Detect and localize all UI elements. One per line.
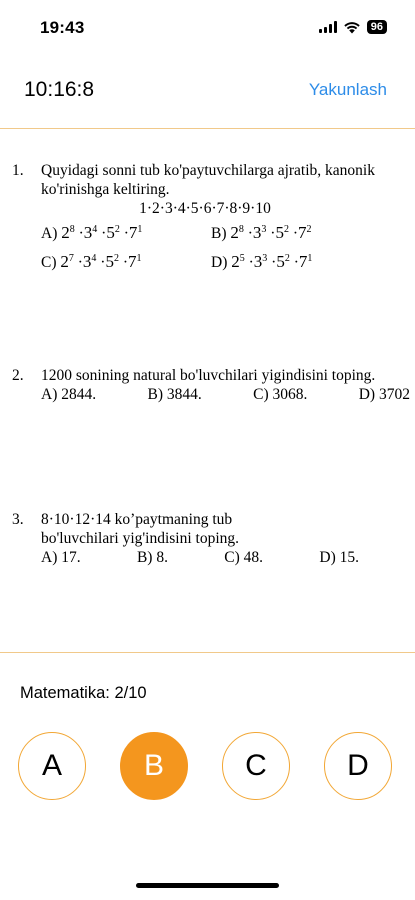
cellular-signal-icon xyxy=(319,21,337,33)
factor-base: 5 xyxy=(276,252,285,272)
wifi-icon xyxy=(343,21,361,34)
factor-exponent: 1 xyxy=(137,224,143,235)
factor-base: 5 xyxy=(106,223,115,243)
factor-exponent: 1 xyxy=(136,253,142,265)
question-expression: 1·2·3·4·5·6·7·8·9·10 xyxy=(139,200,271,217)
status-bar xyxy=(0,0,415,54)
question-text: 8·10·12·14 ko’paytmaning tub bo'luvchilari yig'indisini toping. xyxy=(41,511,240,547)
factor-base: 5 xyxy=(105,252,114,272)
countdown-timer: 10:16:8 xyxy=(24,78,95,101)
option-b: B) 3844. xyxy=(147,386,202,403)
option-d: D) 15. xyxy=(319,549,359,566)
answer-button-c[interactable]: C xyxy=(222,732,290,800)
question-number: 2. xyxy=(12,367,24,384)
factor-exponent: 2 xyxy=(114,224,120,235)
factor-exponent: 2 xyxy=(283,224,289,235)
factor-base: 3 xyxy=(82,252,92,272)
option-c: C) $2^7 \cdot 3^4 \cdot 5^2 \cdot 7^1$ xyxy=(41,252,142,272)
factor-exponent: 3 xyxy=(262,253,268,265)
status-time: 19:43 xyxy=(40,18,85,37)
option-c: C) 48. xyxy=(224,549,264,566)
factor-exponent: 1 xyxy=(307,253,313,265)
option-row xyxy=(41,548,361,567)
option-letter: D) xyxy=(211,254,228,272)
question-text: 1200 sonining natural bo'luvchilari yigindisini toping. xyxy=(41,367,376,384)
option-b: B) $2^8 \cdot 3^3 \cdot 5^2 \cdot 7^2$ xyxy=(211,223,312,243)
header xyxy=(0,64,415,128)
option-d: D) 3702 xyxy=(358,386,410,403)
factor-exponent: 4 xyxy=(92,224,98,235)
answer-button-a[interactable]: A xyxy=(18,732,86,800)
factor-base: 7 xyxy=(298,252,308,272)
factor-exponent: 7 xyxy=(68,253,74,265)
question-image xyxy=(0,130,415,652)
answer-button-b[interactable]: B xyxy=(120,732,188,800)
subject-progress: Matematika: 2/10 xyxy=(20,684,147,702)
factor-base: 2 xyxy=(230,223,239,243)
factor-base: 5 xyxy=(275,223,284,243)
option-c: C) 3068. xyxy=(253,386,308,403)
factor-base: 2 xyxy=(231,252,240,272)
factor-exponent: 4 xyxy=(91,253,97,265)
factor-base: 7 xyxy=(128,252,137,272)
factor-exponent: 8 xyxy=(69,224,75,235)
home-indicator xyxy=(136,883,279,888)
factor-exponent: 2 xyxy=(284,253,290,265)
question-number: 3. xyxy=(12,511,24,528)
question-number: 1. xyxy=(12,162,24,179)
question-2 xyxy=(12,366,412,404)
option-letter: A) xyxy=(41,225,58,243)
answer-buttons xyxy=(16,732,401,800)
factor-base: 7 xyxy=(128,223,138,243)
footer-divider xyxy=(0,652,415,653)
factor-exponent: 8 xyxy=(238,224,244,235)
option-row xyxy=(41,385,412,404)
question-1 xyxy=(12,161,412,272)
header-divider xyxy=(0,128,415,129)
finish-button[interactable]: Yakunlash xyxy=(308,80,387,99)
option-d: D) $2^5 \cdot 3^3 \cdot 5^2 \cdot 7^1$ xyxy=(211,252,313,272)
factor-base: 2 xyxy=(61,223,70,243)
option-letter: C) xyxy=(41,254,57,272)
factor-exponent: 2 xyxy=(306,224,312,235)
factor-exponent: 2 xyxy=(113,253,119,265)
factor-exponent: 5 xyxy=(239,253,245,265)
option-grid xyxy=(41,220,412,272)
status-icons xyxy=(319,20,387,34)
factor-base: 3 xyxy=(83,223,93,243)
factor-exponent: 3 xyxy=(261,224,267,235)
answer-button-d[interactable]: D xyxy=(324,732,392,800)
option-a: A) $2^8 \cdot 3^4 \cdot 5^2 \cdot 7^1$ xyxy=(41,223,143,243)
factor-base: 7 xyxy=(298,223,307,243)
factor-base: 2 xyxy=(60,252,69,272)
option-b: B) 8. xyxy=(136,549,168,566)
option-a: A) 2844. xyxy=(41,386,97,403)
option-a: A) 17. xyxy=(41,549,81,566)
battery-icon: 96 xyxy=(367,20,387,34)
question-text: Quyidagi sonni tub ko'paytuvchilarga ajratib, kanonik ko'rinishga keltiring. xyxy=(41,162,375,198)
factor-base: 3 xyxy=(253,252,263,272)
factor-base: 3 xyxy=(252,223,262,243)
question-3 xyxy=(12,510,359,567)
option-letter: B) xyxy=(211,225,227,243)
